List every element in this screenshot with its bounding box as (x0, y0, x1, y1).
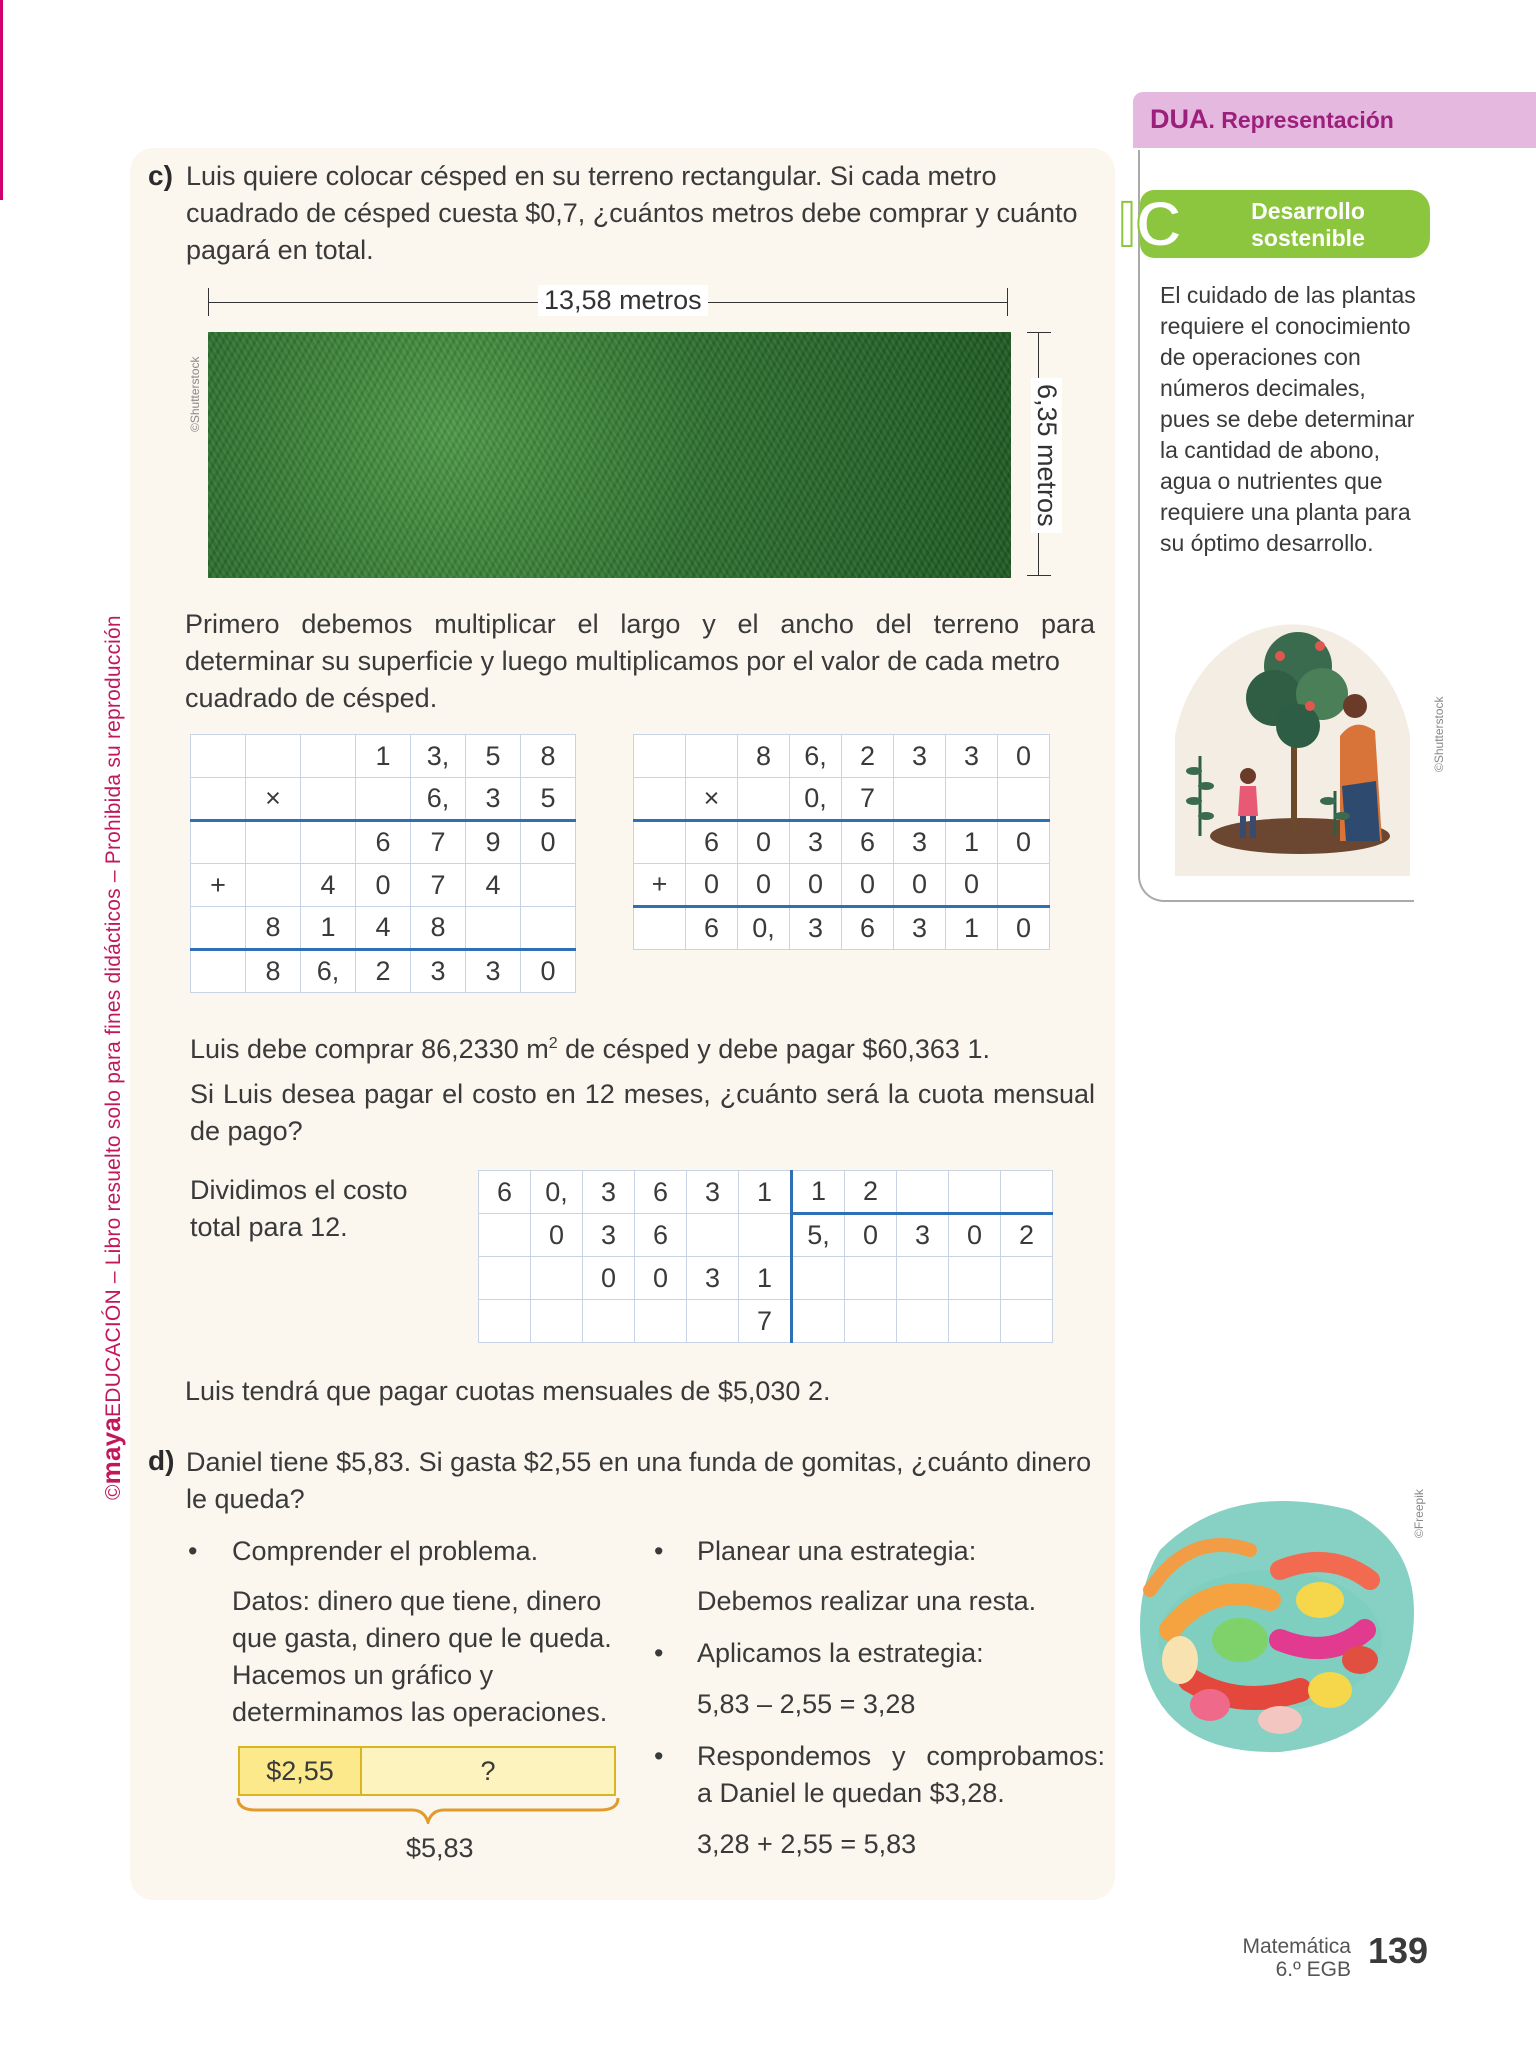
page-number: 139 (1368, 1930, 1429, 1971)
problem-c-label: c) (148, 160, 173, 191)
question-monthly: Si Luis desea pagar el costo en 12 meses, ¿cuánto será la cuota mensual de pago? (190, 1079, 1095, 1146)
bullet-2: Planear una estrategia: (697, 1536, 977, 1566)
operation: 5,83 – 2,55 = 3,28 (697, 1689, 916, 1719)
badge-text: Desarrollo sostenible (1251, 198, 1365, 251)
multiplication-table-2: 8 6, 2 3 3 0 × 0, 7 6 0 3 6 3 1 0 + 0 0 0 0 0 0 6 0, 3 6 3 1 0 (633, 734, 1050, 950)
width-label: 6,35 metros (1031, 378, 1062, 533)
bullet-1-dot: • (188, 1536, 198, 1566)
bar-known-part: $2,55 (238, 1746, 362, 1796)
problem-d-statement: Daniel tiene $5,83. Si gasta $2,55 en una funda de gomitas, ¿cuánto dinero le queda? (186, 1447, 1092, 1514)
bar-total: $5,83 (406, 1833, 474, 1863)
bullet-3-dot: • (654, 1638, 664, 1668)
bullet-3: Aplicamos la estrategia: (697, 1638, 984, 1668)
bullet-4-dot: • (654, 1741, 664, 1771)
width-dimension-tick-bottom (1027, 575, 1051, 576)
explanation: Primero debemos multiplicar el largo y el ancho del terreno para determinar su superficie y luego multiplicamos por el valor de cada metro cuadrado de césped. (185, 609, 1095, 713)
multiplication-table-1: 1 3, 5 8 × 6, 3 5 6 7 9 0 + 4 0 7 4 8 1 4 8 8 6, 2 3 3 0 (190, 734, 576, 993)
data-description: Datos: dinero que tiene, dinero que gasta, dinero que le queda. Hacemos un gráfico y determinamos las operaciones. (232, 1586, 612, 1727)
gummies-illustration (1130, 1490, 1420, 1760)
page-edge-bar (0, 0, 3, 200)
answer-monthly: Luis tendrá que pagar cuotas mensuales de $5,030 2. (185, 1376, 831, 1406)
bullet-1: Comprender el problema. (232, 1536, 539, 1566)
bar-brace (236, 1796, 620, 1824)
bar-unknown-part: ? (360, 1746, 616, 1796)
freepik-credit: ©Freepik (1412, 1489, 1426, 1538)
gardening-illustration (1170, 586, 1415, 876)
dua-text: El cuidado de las plantas requiere el conocimiento de operaciones con números decimales, pues se debe determinar la cantidad de abono, agua o nutrientes que requiere una planta para su óptimo desarrollo. (1160, 282, 1416, 556)
copyright-banner: ©mayaEDUCACIÓN – Libro resuelto solo para fines didácticos – Prohibida su reproducción (96, 615, 126, 1500)
shutterstock-credit-illustration: ©Shutterstock (1432, 696, 1446, 772)
problem-c-statement: Luis quiere colocar césped en su terreno rectangular. Si cada metro cuadrado de césped cuesta $0,7, ¿cuántos metros debe comprar y cuánto pagará en total. (186, 161, 1078, 265)
width-dimension-tick-top (1027, 332, 1051, 333)
bullet-2-dot: • (654, 1536, 664, 1566)
ic-icon: IC (1118, 188, 1182, 260)
length-label: 13,58 metros (538, 285, 708, 316)
divide-instruction: Dividimos el costo total para 12. (190, 1175, 408, 1242)
check-operation: 3,28 + 2,55 = 5,83 (697, 1829, 917, 1859)
strategy-text: Debemos realizar una resta. (697, 1586, 1037, 1616)
shutterstock-credit-grass: ©Shutterstock (188, 356, 202, 432)
footer-subject: Matemática 6.º EGB (1242, 1935, 1351, 1981)
division-table: 6 0, 3 6 3 1 1 2 0 3 6 5, 0 3 0 2 0 0 3 1 7 (478, 1170, 1053, 1343)
grass-image (208, 332, 1011, 578)
answer-surface-cost: Luis debe comprar 86,2330 $m^2$ de césped y debe pagar $60,363 1. (190, 1034, 990, 1064)
bullet-4: Respondemos y comprobamos: a Daniel le quedan $3,28. (697, 1741, 1105, 1808)
dua-title: DUA. Representación (1150, 104, 1394, 134)
problem-d-label: d) (148, 1445, 175, 1476)
